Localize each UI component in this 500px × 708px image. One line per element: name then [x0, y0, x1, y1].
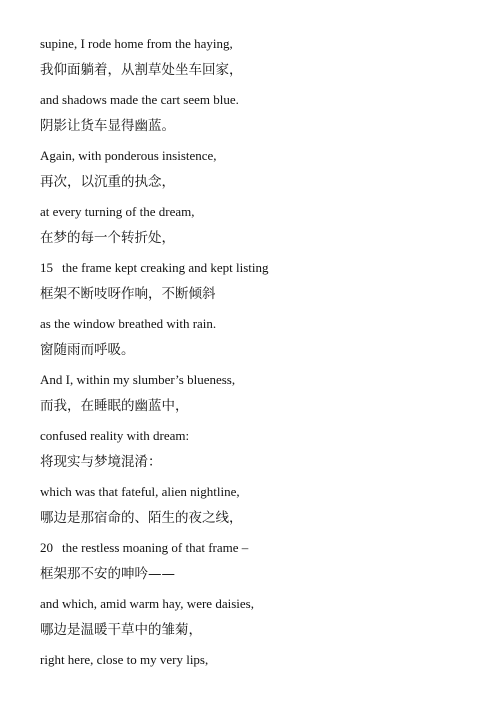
poem-line-en-numbered: 20 the restless moaning of that frame –: [40, 540, 249, 555]
poem-line-en: Again, with ponderous insistence,: [40, 148, 217, 163]
poem-line-en: supine, I rode home from the haying,: [40, 36, 233, 51]
poem-line-en: and which, amid warm hay, were daisies,: [40, 596, 254, 611]
poem-line-en: And I, within my slumber’s blueness,: [40, 372, 236, 387]
poem-line-en-numbered: 15 the frame kept creaking and kept listing: [40, 260, 269, 275]
poem-line-zh: 窗随雨而呼吸。: [40, 342, 135, 358]
poem-line-zh: 阴影让货车显得幽蓝。: [40, 118, 175, 134]
poem-line-zh: 我仰面躺着，从割草处坐车回家，: [40, 62, 243, 78]
poem-line-zh: 框架那不安的呻吟——: [40, 566, 175, 582]
poem-line-zh: 在梦的每一个转折处，: [40, 230, 175, 246]
poem-line-en: and shadows made the cart seem blue.: [40, 92, 239, 107]
poem-line-zh: 框架不断吱呀作响，不断倾斜: [40, 286, 216, 302]
poem-line-zh: 哪边是那宿命的、陌生的夜之线，: [40, 510, 243, 526]
line-number: 15: [40, 260, 53, 275]
line-number: 20: [40, 540, 53, 555]
poem-line-zh: 将现实与梦境混淆：: [40, 454, 162, 470]
poem-line-zh: 哪边是温暖干草中的雏菊，: [40, 622, 202, 638]
poem-line-en: right here, close to my very lips,: [40, 652, 209, 667]
poem-line-en: as the window breathed with rain.: [40, 316, 217, 331]
poem-line-en: confused reality with dream:: [40, 428, 190, 443]
poem-line-en: which was that fateful, alien nightline,: [40, 484, 240, 499]
poem-line-zh: 而我，在睡眠的幽蓝中，: [40, 398, 189, 414]
poem-line-zh: 再次，以沉重的执念，: [40, 174, 175, 190]
poem-line-en: at every turning of the dream,: [40, 204, 195, 219]
